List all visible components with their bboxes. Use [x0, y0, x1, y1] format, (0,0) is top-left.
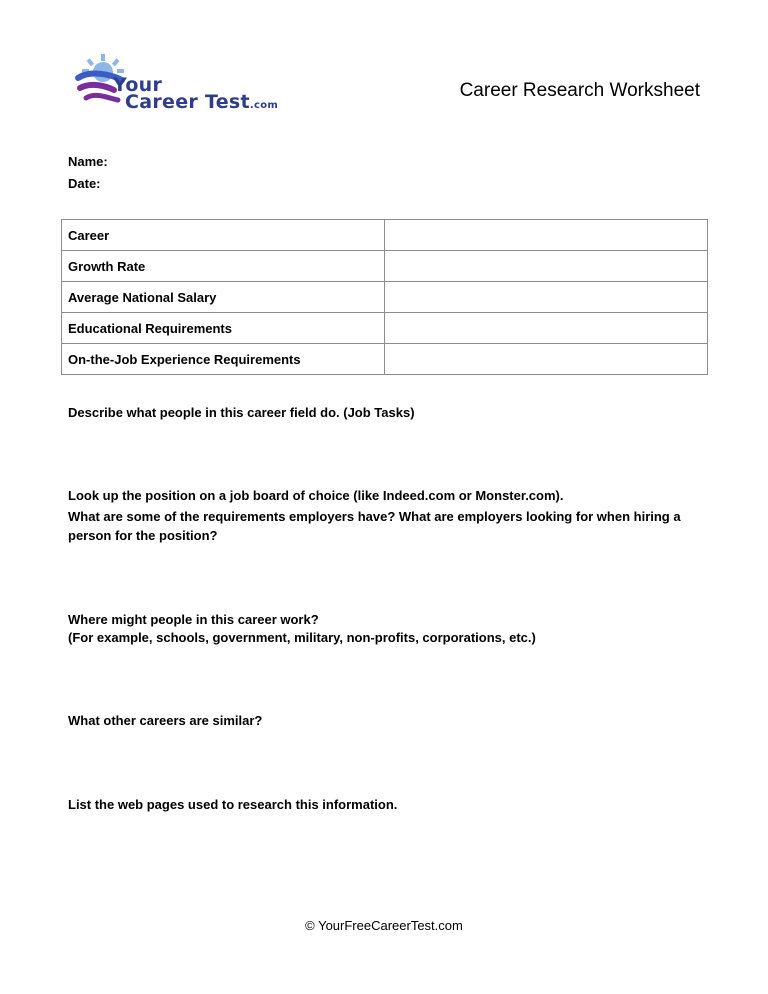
question-similar-careers: What other careers are similar? — [68, 713, 263, 728]
question-work-examples: (For example, schools, government, military, non-profits, corporations, etc.) — [68, 630, 536, 645]
table-row-value[interactable] — [385, 251, 708, 282]
table-row-label: Educational Requirements — [62, 313, 385, 344]
table-row-label: On-the-Job Experience Requirements — [62, 344, 385, 375]
question-job-tasks: Describe what people in this career field do. (Job Tasks) — [68, 405, 415, 420]
logo — [70, 52, 285, 114]
table-row-value[interactable] — [385, 282, 708, 313]
page-title: Career Research Worksheet — [459, 80, 700, 101]
question-job-board: Look up the position on a job board of choice (like Indeed.com or Monster.com). — [68, 488, 564, 503]
logo-text-career-test — [125, 91, 278, 113]
name-label: Name: — [68, 154, 108, 169]
table-row — [62, 282, 708, 313]
question-web-pages: List the web pages used to research this information. — [68, 797, 398, 812]
table-row — [62, 251, 708, 282]
table-row-value[interactable] — [385, 344, 708, 375]
table-row-value[interactable] — [385, 220, 708, 251]
career-info-table — [61, 219, 708, 375]
table-row-label: Average National Salary — [62, 282, 385, 313]
table-row-value[interactable] — [385, 313, 708, 344]
question-work-places: Where might people in this career work? — [68, 612, 319, 627]
logo-text-your: Your — [113, 74, 163, 96]
table-row-label: Growth Rate — [62, 251, 385, 282]
table-row — [62, 344, 708, 375]
question-employer-requirements: What are some of the requirements employers have? What are employers looking for when hiring a person for the position? — [68, 509, 681, 543]
table-row-label: Career — [62, 220, 385, 251]
table-row — [62, 313, 708, 344]
footer-copyright: © YourFreeCareerTest.com — [305, 918, 463, 933]
table-row — [62, 220, 708, 251]
date-label: Date: — [68, 176, 101, 191]
logo-text-suffix: .com — [249, 100, 279, 111]
logo-text-main: Career Test — [125, 91, 250, 113]
